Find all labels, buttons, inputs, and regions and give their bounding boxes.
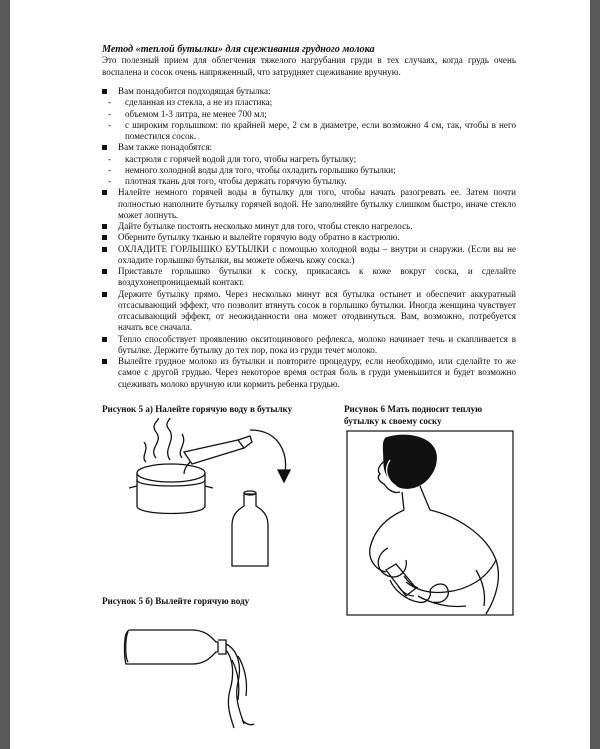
list-item-text: Оберните бутылку тканью и вылейте горячую воду обратно в кастрюлю. — [118, 232, 400, 243]
list-item — [98, 266, 516, 289]
list-item-text: Налейте немного горячей воды в бутылку для того, чтобы начать разогревать ее. Затем почти полностью наполните бутылку горячей водой. Не заполняйте бутылку слишком быстро, иначе стекло может лопнуть. — [118, 187, 516, 220]
bullet-square-icon — [102, 224, 107, 229]
list-subitem-text: плотная ткань для того, чтобы держать горячую бутылку. — [125, 176, 347, 186]
list-subitem-text: объемом 1-3 литра, не менее 700 мл; — [125, 108, 267, 119]
list-item — [98, 86, 516, 97]
list-subitem — [98, 120, 516, 143]
dash-marker: - — [108, 176, 112, 186]
list-item-text: Вам понадобится подходящая бутылка: — [118, 86, 271, 96]
list-item — [98, 356, 516, 390]
list-item-text: Тепло способствует проявлению окситоцинового рефлекса, молоко начинает течь и скапливается в бутылке. Держите бутылку до тех пор, пока из груди течет молоко. — [118, 333, 516, 355]
dash-marker: - — [108, 108, 112, 119]
bullet-square-icon — [102, 337, 107, 342]
list-item — [98, 187, 516, 221]
document-page — [10, 0, 590, 749]
bullet-square-icon — [102, 247, 107, 252]
document-title: Метод «теплой бутылки» для сцеживания грудного молока — [102, 44, 375, 55]
list-item — [98, 232, 516, 243]
bullet-square-icon — [102, 269, 107, 274]
list-item — [98, 142, 516, 153]
list-subitem — [98, 109, 516, 120]
figure-5b-caption: Рисунок 5 б) Вылейте горячую воду — [102, 596, 250, 606]
list-subitem — [98, 154, 516, 165]
list-subitem-text: кастрюля с горячей водой для того, чтобы нагреть бутылку; — [125, 153, 357, 164]
figure-5a-caption: Рисунок 5 а) Налейте горячую воду в бутылку — [102, 404, 293, 414]
figure-5b-illustration — [122, 620, 262, 730]
list-subitem — [98, 97, 516, 108]
list-subitem — [98, 165, 516, 176]
list-subitem-text: сделанная из стекла, а не из пластика; — [125, 97, 273, 108]
intro-paragraph: Это полезный прием для облегчения тяжелого нагрубания груди в тех случаях, когда грудь очень воспалена и сосок очень напряженный, что затрудняет сцеживание вручную. — [102, 55, 516, 77]
list-item-text: Вылейте грудное молоко из бутылки и повторите процедуру, если необходимо, или сделайте то же самое с другой грудью. Через некоторое время острая боль в груди уменьшится и будет возможно сцеживать молоко вручную или кормить ребенка грудью. — [118, 356, 516, 389]
list-subitem — [98, 176, 516, 187]
list-item — [98, 289, 516, 334]
list-item-text: ОХЛАДИТЕ ГОРЛЫШКО БУТЫЛКИ с помощью холодной воды – внутри и снаружи. (Если вы не охладите горлышко бутылки, вы можете обжечь кожу соска.) — [118, 243, 516, 265]
bullet-square-icon — [102, 145, 107, 150]
bullet-square-icon — [102, 359, 107, 364]
list-item — [98, 244, 516, 267]
bullet-square-icon — [102, 190, 107, 195]
list-subitem-text: немного холодной воды для того, чтобы охладить горлышко бутылки; — [125, 164, 396, 175]
figure-6-illustration — [346, 430, 514, 616]
bullet-square-icon — [102, 89, 107, 94]
dash-marker: - — [108, 164, 112, 175]
list-item-text: Дайте бутылке постоять несколько минут для того, чтобы стекло нагрелось. — [118, 221, 413, 231]
figure-5a-illustration — [126, 418, 306, 568]
dash-marker: - — [108, 153, 112, 164]
list-subitem-text: с широким горлышком: по крайней мере, 2 см в диаметре, если возможно 4 см, так, чтобы в него поместился сосок. — [125, 119, 516, 141]
bullet-square-icon — [102, 235, 107, 240]
list-item-text: Приставьте горлышко бутылки к соску, прикасаясь к коже вокруг соска, и сделайте воздухонепроницаемый контакт. — [118, 266, 516, 288]
list-item — [98, 334, 516, 357]
dash-marker: - — [108, 119, 112, 130]
list-item-text: Вам также понадобятся: — [118, 142, 213, 153]
bullet-square-icon — [102, 292, 107, 297]
list-item-text: Держите бутылку прямо. Через несколько минут вся бутылка остынет и обеспечит аккуратный отсасывающий эффект, что позволит втянуть сосок в горлышко бутылки. Иногда женщина чувствует отсасывающий эффект, от неожиданности она может отодвинуться. Вам, возможно, потребуется начать все сначала. — [118, 288, 516, 333]
list-item — [98, 221, 516, 232]
instruction-list — [98, 86, 516, 390]
dash-marker: - — [108, 97, 112, 108]
figure-6-caption: Рисунок 6 Мать подносит теплую бутылку к своему соску — [344, 404, 483, 426]
